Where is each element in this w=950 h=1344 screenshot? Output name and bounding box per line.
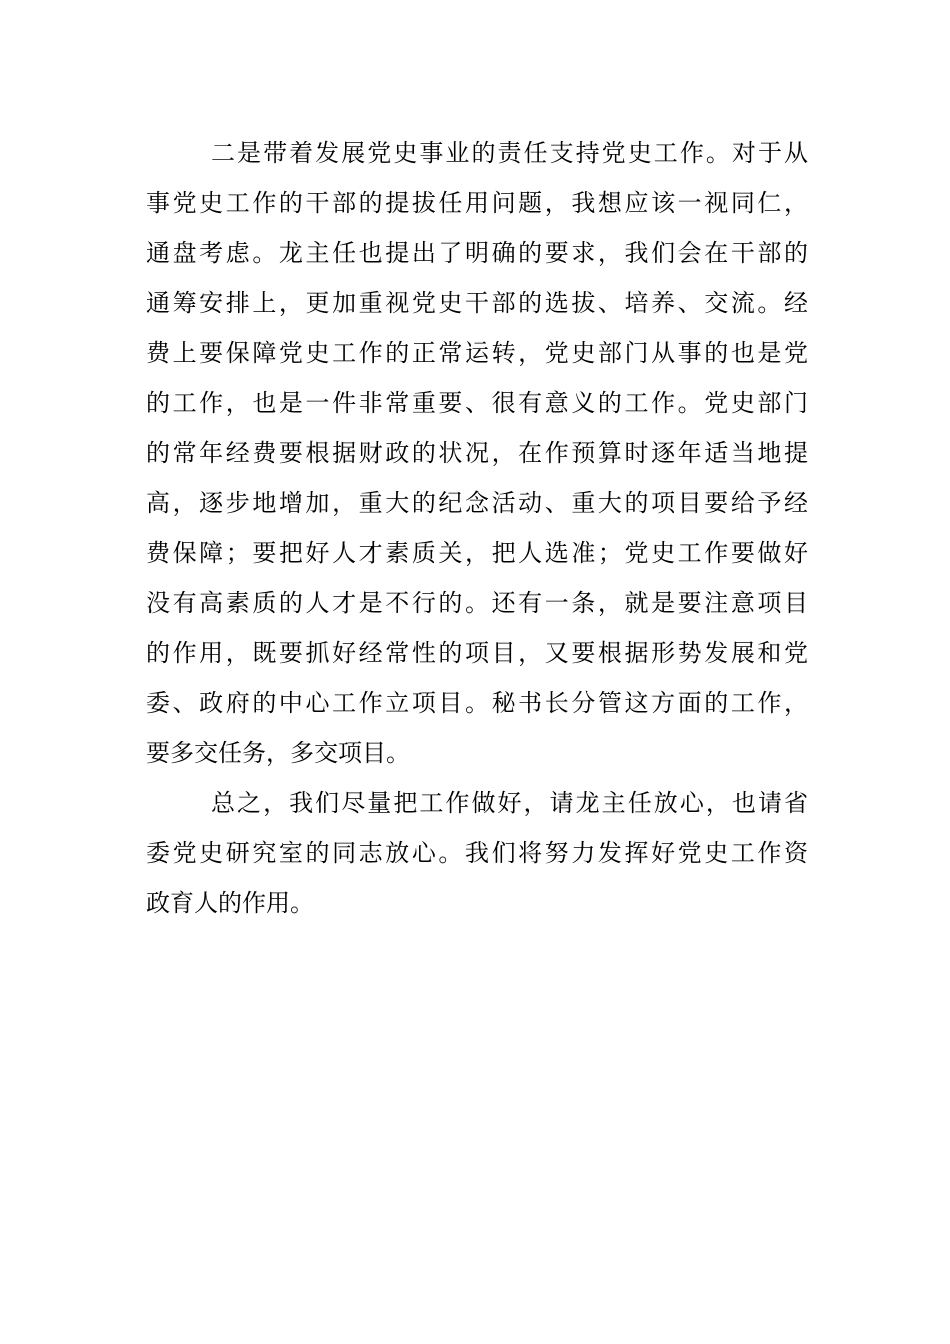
text-line: 委党史研究室的同志放心。我们将努力发挥好党史工作资 <box>146 839 808 867</box>
text-line: 总之，我们尽量把工作做好，请龙主任放心，也请省 <box>211 789 808 817</box>
text-line: 要多交任务，多交项目。 <box>146 739 410 767</box>
text-line: 的常年经费要根据财政的状况，在作预算时逐年适当地提 <box>146 439 808 467</box>
text-line: 高，逐步地增加，重大的纪念活动、重大的项目要给予经 <box>146 489 808 517</box>
text-line: 通筹安排上，更加重视党史干部的选拔、培养、交流。经 <box>146 289 808 317</box>
text-line: 通盘考虑。龙主任也提出了明确的要求，我们会在干部的 <box>146 239 808 267</box>
text-line: 费保障；要把好人才素质关，把人选准；党史工作要做好 <box>146 539 808 567</box>
text-line: 没有高素质的人才是不行的。还有一条，就是要注意项目 <box>146 589 808 617</box>
text-line: 费上要保障党史工作的正常运转，党史部门从事的也是党 <box>146 339 808 367</box>
paragraph-1 <box>146 128 808 778</box>
text-line: 委、政府的中心工作立项目。秘书长分管这方面的工作， <box>146 689 808 717</box>
text-line: 的工作，也是一件非常重要、很有意义的工作。党史部门 <box>146 389 808 417</box>
text-line: 的作用，既要抓好经常性的项目，又要根据形势发展和党 <box>146 639 808 667</box>
text-line: 事党史工作的干部的提拔任用问题，我想应该一视同仁， <box>146 189 808 217</box>
document-body <box>146 128 808 928</box>
text-line: 二是带着发展党史事业的责任支持党史工作。对于从 <box>211 139 808 167</box>
paragraph-2 <box>146 778 808 928</box>
text-line: 政育人的作用。 <box>146 889 314 917</box>
